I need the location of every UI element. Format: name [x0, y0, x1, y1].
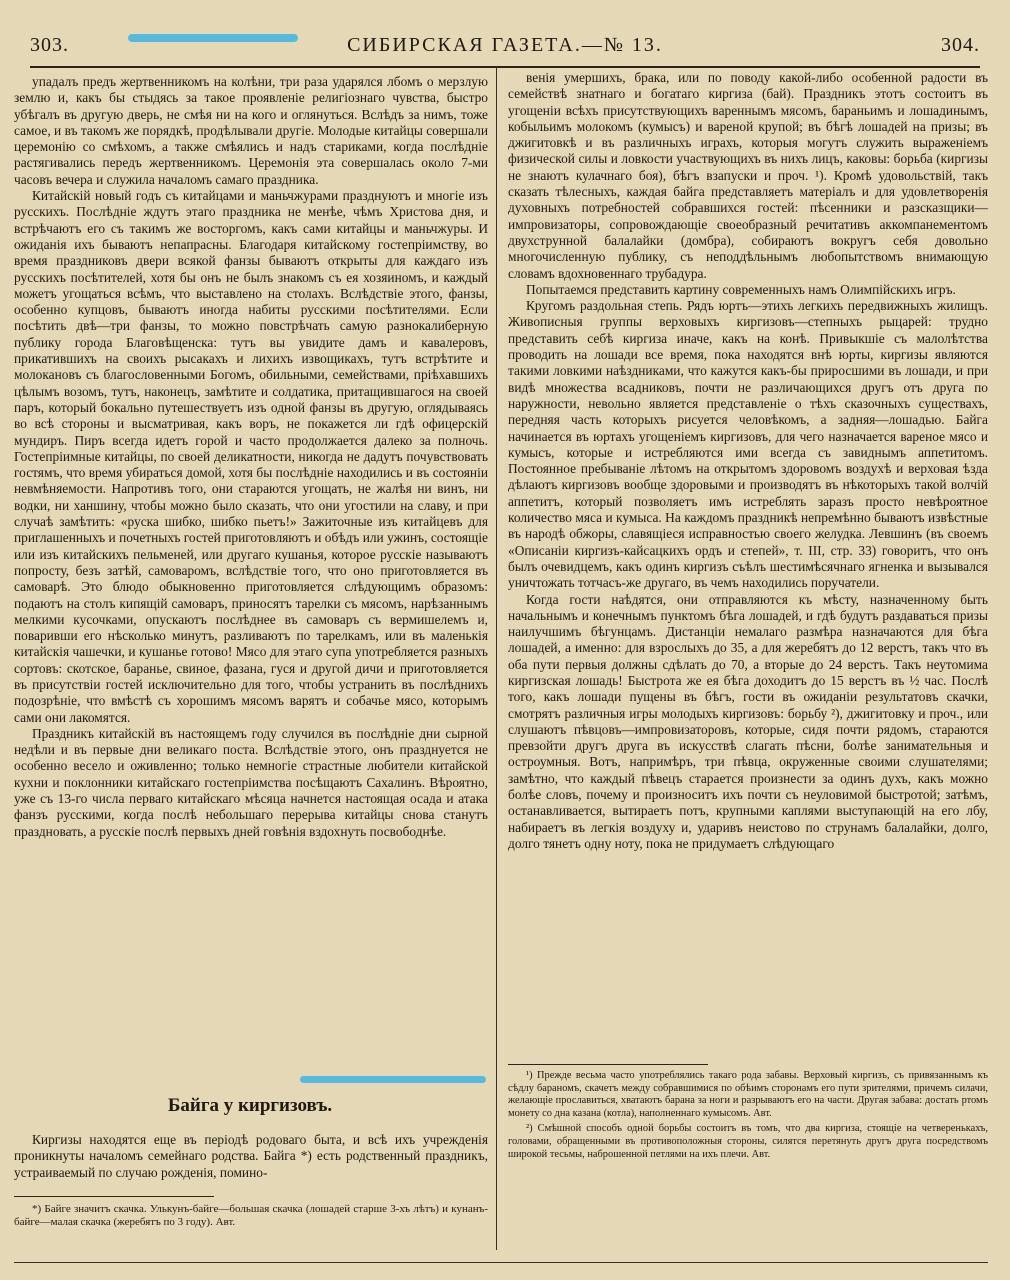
footnote: ¹) Прежде весьма часто употреблялись такаго рода забавы. Верховый киргизъ, съ привязаннымъ къ сѣдлу бараномъ, скачетъ между собравшимися по обѣимъ сторонамъ его пути зрителями, причемъ силачи, желающіе прославиться, хватаютъ барана за ноги и разрываютъ его на части. Другая забава: достать ртомъ монету со дна казана (котла), наполненнаго кумысомъ. Авт. — [508, 1070, 988, 1119]
paragraph: Киргизы находятся еще въ періодѣ родоваго быта, и всѣ ихъ учрежденія проникнуты началомъ семейнаго родства. Байга *) есть родственный праздникъ, устраиваемый по случаю рожденія, помино- — [14, 1132, 488, 1180]
newspaper-title: СИБИРСКАЯ ГАЗЕТА.—№ 13. — [347, 33, 663, 56]
page-number-right: 304. — [940, 33, 980, 56]
highlight-mark — [300, 1076, 486, 1083]
footnote-rule — [508, 1064, 708, 1065]
column-divider — [496, 66, 497, 1250]
paragraph: Праздникъ китайскій въ настоящемъ году случился въ послѣдніе дни сырной недѣли и въ первые дни великаго поста. Вслѣдствіе этого, онъ празднуется не особенно весело и оживленно; только немногіе страстные любители китайской кухни и поклонники китайскаго гостепріимства посѣщаютъ Сахалинъ. Вѣроятно, уже съ 13-го числа перваго китайскаго мѣсяца начнется настоящая осада и атака фанзъ русскими, когда послѣ небольшаго перерыва китайцы снова станутъ праздновать, а русскіе послѣ первыхъ дней говѣнія вздохнуть посвободнѣе. — [14, 725, 488, 839]
bottom-rule — [14, 1262, 988, 1263]
page-header — [30, 28, 980, 62]
footnote: ²) Смѣшной способъ одной борьбы состоитъ въ томъ, что два киргиза, стоящіе на четверенькахъ, головами, обращенными въ противоположныя стороны, силятся перетянуть другъ друга посредствомъ широкой тесьмы, наброшенной петлями на ихъ плечи. Авт. — [508, 1123, 988, 1160]
footnote-left — [14, 1203, 488, 1229]
paragraph: Попытаемся представить картину современныхъ намъ Олимпійскихъ игръ. — [526, 281, 956, 297]
paragraph: Кругомъ раздольная степь. Рядъ юртъ—этихъ легкихъ передвижныхъ жилищъ. Живописныя группы верховыхъ киргизовъ—степныхъ рыцарей: трудно представить себѣ киргиза иначе, какъ на конѣ. Привыкшіе съ малолѣтства проводить на лошади все время, пока находятся внѣ юрты, киргизы являются такими ловкими наѣздниками, что кажутся какъ-бы приросшими въ лошади, и при видѣ множества всадниковъ, почти не различающихся другъ отъ друга по наружности, невольно является представленіе о тѣхъ сказочныхъ существахъ, передняя часть которыхъ рисуется человѣкомъ, а задняя—лошадью. Байга начинается въ юртахъ угощеніемъ киргизовъ, для чего назначается вареное мясо и кумысъ, которые и истребляются ими всегда съ завиднымъ аппетитомъ. Постоянное пребываніе лѣтомъ на открытомъ здоровомъ воздухѣ и верховая ѣзда дѣлаютъ киргизовъ вообще здоровыми и производятъ въ нѣкоторыхъ такой волчій аппетитъ, который позволяетъ имъ истреблять заразъ просто невѣроятное количество мяса и кумыса. На каждомъ праздникѣ непремѣнно бываютъ извѣстные въ народѣ обжоры, славящіеся исправностью своего желудка. Левшинъ (въ своемъ «Описаніи киргизъ-кайсацкихъ ордъ и степей», т. III, стр. 33) говоритъ, что онъ былъ очевидцемъ, какъ одинъ киргизъ съѣлъ шестимѣсячнаго ягненка и вызывался уничтожать тотчасъ-же другаго, въ чемъ находились поручатели. — [508, 298, 988, 591]
footnote-rule — [14, 1196, 214, 1197]
footnote: *) Байге значитъ скачка. Улькунъ-байге—большая скачка (лошадей старше 3-хъ лѣтъ) и кунанъ-байге—малая скачка (жеребятъ по 3 году). Авт. — [14, 1203, 488, 1228]
article-title: Байга у киргизовъ. — [167, 1095, 333, 1116]
page-number-left: 303. — [30, 33, 69, 56]
right-column — [508, 70, 988, 852]
article-intro — [14, 1132, 488, 1181]
left-column — [14, 74, 488, 840]
paragraph: упадалъ предъ жертвенникомъ на колѣни, три раза ударялся лбомъ о мерзлую землю и, какъ бы стыдясь за такое проявленіе религіознаго чувства, быстро убѣгалъ въ другую дверь, не смѣя ни на кого и оглянуться. Вслѣдъ за нимъ, тоже самое, и въ такомъ же порядкѣ, продѣлывали другіе. Молодые китайцы совершали церемонію со смѣхомъ, а также смѣялись и надъ стариками, когда послѣдніе растягивались передъ жертвенникомъ. Церемонія эта совершалась около 7-ми часовъ вечера и служила началомъ самаго праздника. — [14, 74, 488, 187]
header-rule — [30, 66, 980, 68]
paragraph: венія умершихъ, брака, или по поводу какой-либо особенной радости въ семействѣ знатнаго и богатаго киргиза (бай). Праздникъ этотъ состоитъ въ угощеніи всѣхъ присутствующихъ вареннымъ мясомъ, бараньимъ и лошадинымъ, кобыльимъ молокомъ (кумысъ) и вареной крупой; въ бѣгѣ лошадей на призы; въ джигитовкѣ и въ различныхъ играхъ, которыя могутъ служить выраженіемъ физической силы и ловкости участвующихъ въ нихъ лицъ, каковы: борьба (киргизы не знаютъ кулачнаго боя), бѣгъ взапуски и проч. ¹). Кромѣ удовольствій, такъ сказать тѣлесныхъ, каждая байга представляетъ матеріалъ и для удовлетворенія духовныхъ потребностей собравшихся гостей: пѣсенники и разсказщики—импровизаторы, сопровождающіе своеобразный речитативъ аккомпанементомъ двухструнной балалайки (домбра), собираютъ вокругъ себя довольно многочисленную публику, съ неподдѣльнымъ любопытствомъ внимающую словамъ вдохновеннаго трубадура. — [508, 70, 988, 281]
paragraph: Когда гости наѣдятся, они отправляются къ мѣсту, назначенному быть начальнымъ и конечнымъ пунктомъ бѣга лошадей, и гдѣ будутъ раздаваться призы наилучшимъ бѣгунцамъ. Дистанціи немалаго размѣра назначаются для бѣга лошадей, а именно: для взрослыхъ до 35, а для жеребятъ до 12 верстъ, такъ что въ оба пути первыя должны сдѣлать до 70, а вторые до 24 верстъ. Такъ неутомима киргизская лошадь! Быстрота же ея бѣга доходитъ до 15 верстъ въ ½ час. Послѣ того, какъ лошади пущены въ бѣгъ, гости въ ожиданіи результатовъ скачки, смотрятъ различныя игры молодыхъ киргизовъ: борьбу ²), джигитовку и проч., или слушаютъ пѣвцовъ—импровизаторовъ, которые, сидя почти рядомъ, стараются превзойти другъ друга въ искусствѣ слагать пѣсни, болѣе занимательныя и остроумныя. Вотъ, напримѣръ, три пѣвца, окруженные своими слушателями; замѣтно, что каждый пѣвецъ старается произнести за одинъ духъ, какъ можно болѣе словъ, почему и произноситъ ихъ почти съ неуловимой быстротой; затѣмъ, останавливается, вытираетъ потъ, крупными каплями выступающій на его лбу, набираетъ въ легкія воздуху и, ударивъ неистово по струнамъ балалайки, долго, долго тянетъ одну ноту, пока не придумаетъ слѣдующаго — [508, 591, 988, 851]
paragraph: Китайскій новый годъ съ китайцами и маньчжурами празднуютъ и многіе изъ русскихъ. Послѣдніе ждутъ этаго праздника не менѣе, чѣмъ Христова дня, и встрѣчаютъ его съ такимъ же восторгомъ, какъ сами китайцы и маньчжуры. И ожиданія ихъ бываютъ непапрасны. Благодаря китайскому гостепріимству, во время праздниковъ двери всякой фанзы бываютъ открыты для каждаго изъ русскихъ посѣтителей, хотя бы онъ не былъ знакомъ съ ея хозяиномъ, и каждый можетъ угощаться всѣмъ, что выставлено на столахъ. Вслѣдствіе этого, фанзы, особенно купцовъ, бываютъ иногда набиты русскими посѣтителями. Если посѣтить двѣ—три фанзы, то можно повстрѣчать самую разнокалиберную публику города Благовѣщенска: тутъ вы увидите дамъ и кавалеровъ, прикатившихъ на своихъ рысакахъ и лихихъ извощикахъ, тутъ встрѣтите и молокановъ съ благословенными Богомъ, обильными, семействами, пріѣхавшихъ цѣлымъ возомъ, тутъ, наконецъ, замѣтите и солдатика, притащившагося на своей паръ, который бокально путешествуетъ изъ одной фанзы въ другую, оглядываясь во всѣ стороны и высматривая, какъ воръ, не покажется ли гдѣ офицерскій мундиръ. Пиръ всегда идетъ горой и часто продолжается далеко за полночь. Гостепріимные китайцы, по своей деликатности, никогда не дадутъ почувствовать гостямъ, что время убираться домой, хотя бы послѣдніе находились и въ состояніи невмѣняемости. Напротивъ того, они стараются угощать, не жалѣя ни винъ, ни водки, ни ханшину, чтобы можно было сказать, что они угостили на славу, и при случаѣ замѣтить: «руска шибко, шибко пьетъ!» Зажиточные изъ китайцевъ для приглашенныхъ и почетныхъ гостей приготовляютъ и обѣдъ или ужинъ, состоящіе или изъ китайскихъ пельменей, или другаго кушанья, которое русскіе называютъ попросту, безъ затѣй, самоваромъ, вслѣдствіе того, что оно приготовляется въ самоварѣ. Это блюдо обыкновенно приготовляется слѣдующимъ образомъ: подаютъ на столъ кипящій самоваръ, приносятъ тарелки съ мясомъ, нарѣзаннымъ мелкими кусочками, опускаютъ послѣднее въ самоваръ съ вермишелемъ и, поваривши его нѣсколько минутъ, разливаютъ по тарелкамъ, или въ маленькія китайскія чашечки, и кушанье готово! Мясо для этаго супа употребляется разныхъ сортовъ: скотское, баранье, свиное, фазана, гуся и другой дичи и приготовляется въ присутствіи гостей исключительно для того, чтобы устранить въ послѣднихъ подозрѣніе, что вмѣстѣ съ хорошимъ мясомъ варятъ и собачье мясо, которымъ сами они лакомятся. — [14, 188, 488, 725]
footnotes-right — [508, 1070, 988, 1164]
